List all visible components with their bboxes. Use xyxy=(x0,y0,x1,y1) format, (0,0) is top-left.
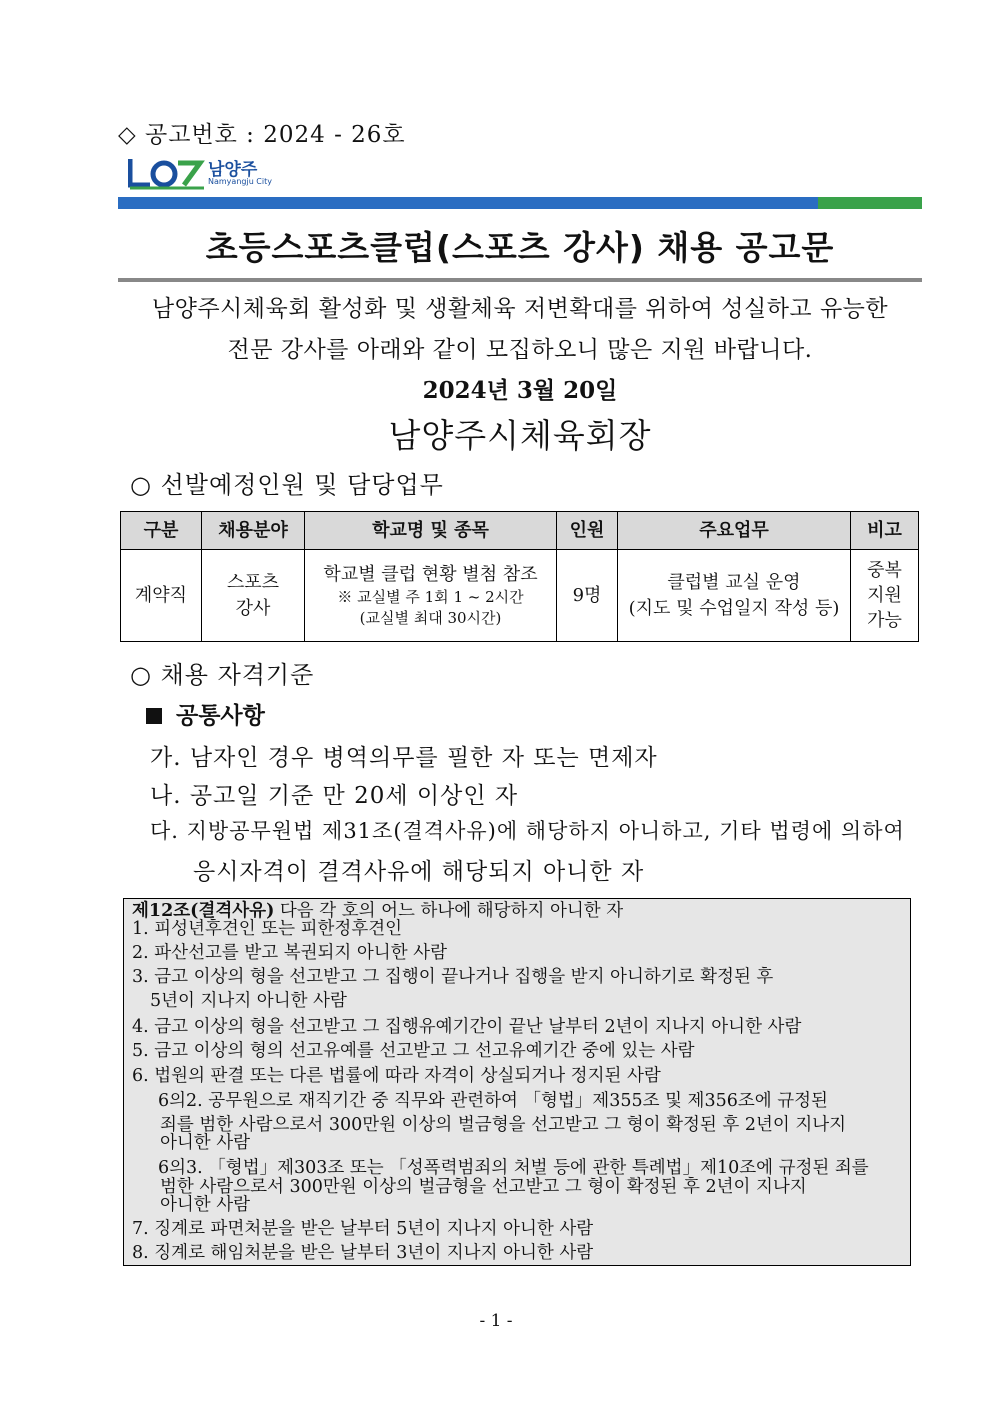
header-count: 인원 xyxy=(557,512,618,550)
section-heading-recruitment: ○ 선발예정인원 및 담당업무 xyxy=(130,471,444,499)
disqualification-box xyxy=(123,898,911,1266)
page-title: 초등스포츠클럽(스포츠 강사) 채용 공고문 xyxy=(205,228,835,267)
cell-note-line: 중복 xyxy=(867,559,902,581)
notice-date: 2024년 3월 20일 xyxy=(422,377,618,404)
cell-duty xyxy=(618,550,851,642)
box-line: 1. 피성년후견인 또는 피한정후견인 xyxy=(132,919,403,939)
cell-school-line: 학교별 클럽 현황 별첨 참조 xyxy=(323,563,538,585)
box-heading xyxy=(132,903,623,921)
box-line: 아니한 사람 xyxy=(160,1195,251,1215)
box-heading-rest: 다음 각 호의 어느 하나에 해당하지 아니한 자 xyxy=(274,901,624,921)
cell-type: 계약직 xyxy=(121,550,202,642)
box-line: 범한 사람으로서 300만원 이상의 벌금형을 선고받고 그 형이 확정된 후 2년이 지나지 xyxy=(160,1177,807,1197)
header-duty: 주요업무 xyxy=(618,512,851,550)
organization-name: 남양주시체육회장 xyxy=(388,416,652,455)
box-line: 7. 징계로 파면처분을 받은 날부터 5년이 지나지 아니한 사람 xyxy=(132,1219,594,1239)
list-item: 응시자격이 결격사유에 해당되지 아니한 자 xyxy=(193,859,645,885)
section-heading-qualifications: ○ 채용 자격기준 xyxy=(130,661,315,689)
box-line: 4. 금고 이상의 형을 선고받고 그 집행유예기간이 끝난 날부터 2년이 지나지 아니한 사람 xyxy=(132,1017,802,1037)
box-line: 5년이 지나지 아니한 사람 xyxy=(150,991,347,1011)
list-item: 나. 공고일 기준 만 20세 이상인 자 xyxy=(150,783,519,809)
cell-field-line: 강사 xyxy=(235,597,271,619)
header-bar-green xyxy=(818,197,922,209)
page-number: - 1 - xyxy=(479,1311,513,1331)
cell-duty-line: 클럽별 교실 운영 xyxy=(667,572,801,594)
header-field: 채용분야 xyxy=(202,512,305,550)
cell-note-line: 가능 xyxy=(867,610,902,632)
cell-school-line: (교실별 최대 30시간) xyxy=(359,609,502,628)
common-heading-label: 공통사항 xyxy=(176,703,265,729)
header-type: 구분 xyxy=(121,512,202,550)
box-heading-bold: 제12조(결격사유) xyxy=(132,901,275,921)
city-logo xyxy=(128,155,298,195)
notice-number: ◇ 공고번호 : 2024 - 26호 xyxy=(118,122,406,148)
intro-line-2: 전문 강사를 아래와 같이 모집하오니 많은 지원 바랍니다. xyxy=(227,337,813,363)
table-row xyxy=(121,550,919,642)
box-line: 3. 금고 이상의 형을 선고받고 그 집행이 끝나거나 집행을 받지 아니하기로 확정된 후 xyxy=(132,967,774,987)
cell-count: 9명 xyxy=(557,550,618,642)
cell-school xyxy=(305,550,557,642)
header-note: 비고 xyxy=(851,512,919,550)
box-line: 5. 금고 이상의 형의 선고유예를 선고받고 그 선고유예기간 중에 있는 사람 xyxy=(132,1041,695,1061)
intro-line-1: 남양주시체육회 활성화 및 생활체육 저변확대를 위하여 성실하고 유능한 xyxy=(151,296,889,322)
square-bullet-icon xyxy=(146,708,162,724)
list-item: 다. 지방공무원법 제31조(결격사유)에 해당하지 아니하고, 기타 법령에 의하여 xyxy=(150,819,905,843)
cell-duty-line: (지도 및 수업일지 작성 등) xyxy=(628,597,840,619)
cell-school-line: ※ 교실별 주 1회 1 ~ 2시간 xyxy=(337,588,524,607)
logo-name-en: Namyangju City xyxy=(208,177,272,186)
box-line: 6. 법원의 판결 또는 다른 법률에 따라 자격이 상실되거나 정지된 사람 xyxy=(132,1066,661,1086)
header-bar-blue xyxy=(118,197,818,209)
city-logo-icon xyxy=(128,155,206,191)
list-item: 가. 남자인 경우 병역의무를 필한 자 또는 면제자 xyxy=(150,745,658,771)
box-line: 6의3. 「형법」제303조 또는 「성폭력범죄의 처벌 등에 관한 특례법」제10조에 규정된 죄를 xyxy=(158,1158,869,1178)
logo-name-ko: 남양주 xyxy=(208,160,258,180)
header-school: 학교명 및 종목 xyxy=(305,512,557,550)
recruitment-table xyxy=(120,511,919,642)
box-line: 2. 파산선고를 받고 복권되지 아니한 사람 xyxy=(132,943,447,963)
cell-note-line: 지원 xyxy=(867,584,902,606)
box-line: 8. 징계로 해임처분을 받은 날부터 3년이 지나지 아니한 사람 xyxy=(132,1243,594,1263)
title-divider xyxy=(118,278,922,282)
box-line: 죄를 범한 사람으로서 300만원 이상의 벌금형을 선고받고 그 형이 확정된 후 2년이 지나지 xyxy=(160,1115,847,1135)
box-line: 아니한 사람 xyxy=(160,1133,251,1153)
cell-field xyxy=(202,550,305,642)
box-line: 6의2. 공무원으로 재직기간 중 직무와 관련하여 「형법」제355조 및 제356조에 규정된 xyxy=(158,1091,828,1111)
header-color-bar xyxy=(118,197,922,209)
table-header-row xyxy=(121,512,919,550)
cell-field-line: 스포츠 xyxy=(226,572,280,594)
cell-note xyxy=(851,550,919,642)
common-heading xyxy=(146,697,265,730)
